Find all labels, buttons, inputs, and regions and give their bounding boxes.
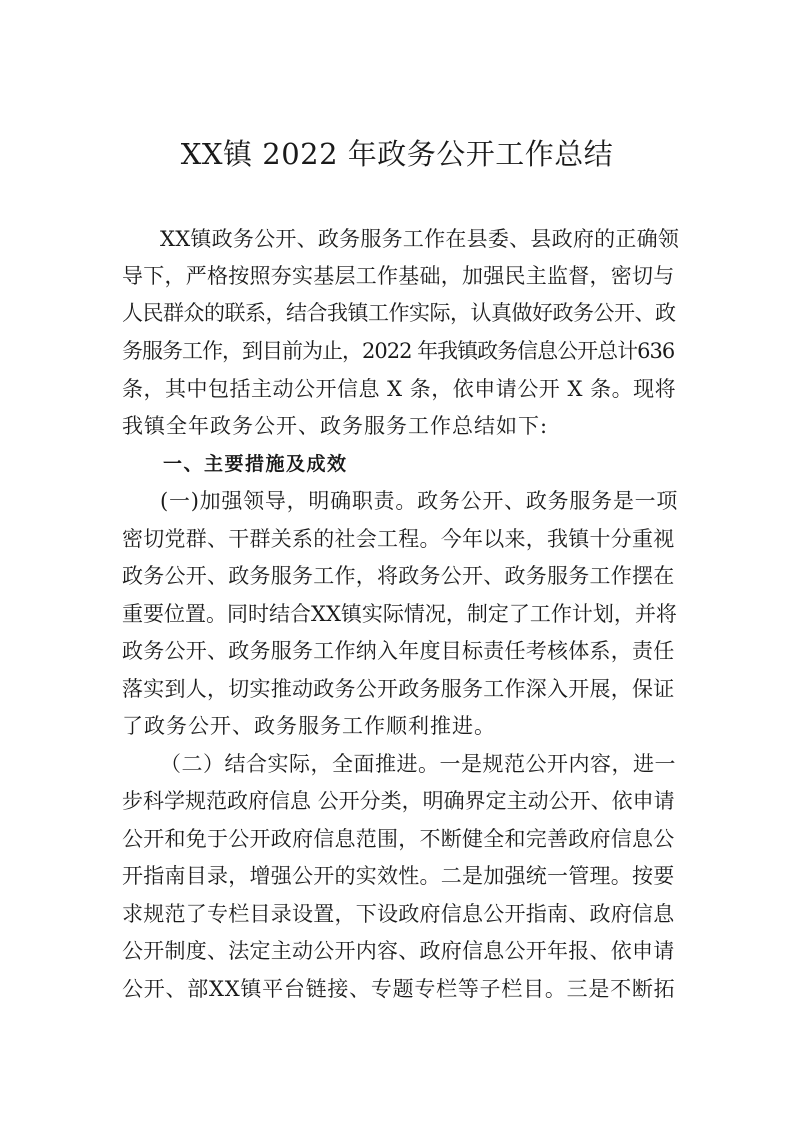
paragraph-line: 务服务工作，到目前为止，2022 年我镇政务信息公开总计636: [122, 339, 675, 363]
paragraph-line: 人民群众的联系，结合我镇工作实际，认真做好政务公开、政: [122, 301, 676, 325]
paragraph-line: （二）结合实际，全面推进。一是规范公开内容，进一: [160, 752, 676, 776]
paragraph-line: 重要位置。同时结合XX镇实际情况，制定了工作计划，并将: [122, 602, 677, 626]
paragraph-line: 密切党群、干群关系的社会工程。今年以来，我镇十分重视: [122, 527, 675, 551]
paragraph-line: 公开制度、法定主动公开内容、政府信息公开年报、依申请: [122, 939, 675, 963]
paragraph-line: 公开和免于公开政府信息范围，不断健全和完善政府信息公: [122, 827, 675, 851]
paragraph-line: 步科学规范政府信息 公开分类，明确界定主动公开、依申请: [122, 789, 675, 813]
paragraph-line: 导下，严格按照夯实基层工作基础，加强民主监督，密切与: [122, 264, 675, 288]
paragraph-line: 政务公开、政务服务工作，将政务公开、政务服务工作摆在: [122, 564, 675, 588]
paragraph-line: 求规范了专栏目录设置，下设政府信息公开指南、政府信息: [122, 902, 675, 926]
paragraph-line: 落实到人，切实推动政务公开政务服务工作深入开展，保证: [122, 677, 675, 701]
section-heading: 一、主要措施及成效: [163, 453, 348, 475]
paragraph-line: XX镇政务公开、政务服务工作在县委、县政府的正确领: [160, 227, 680, 251]
paragraph-line: (一)加强领导，明确职责。政务公开、政务服务是一项: [160, 489, 679, 513]
paragraph-line: 开指南目录，增强公开的实效性。二是加强统一管理。按要: [122, 864, 675, 888]
paragraph-line: 公开、部XX镇平台链接、专题专栏等子栏目。三是不断拓: [122, 977, 676, 1001]
document-title: XX镇 2022 年政务公开工作总结: [180, 137, 614, 171]
paragraph-line: 了政务公开、政务服务工作顺利推进。: [122, 714, 496, 738]
paragraph-line: 政务公开、政务服务工作纳入年度目标责任考核体系，责任: [122, 639, 675, 663]
paragraph-line: 条，其中包括主动公开信息 X 条，依申请公开 X 条。现将: [122, 377, 677, 401]
paragraph-line: 我镇全年政务公开、政务服务工作总结如下:: [122, 414, 549, 438]
